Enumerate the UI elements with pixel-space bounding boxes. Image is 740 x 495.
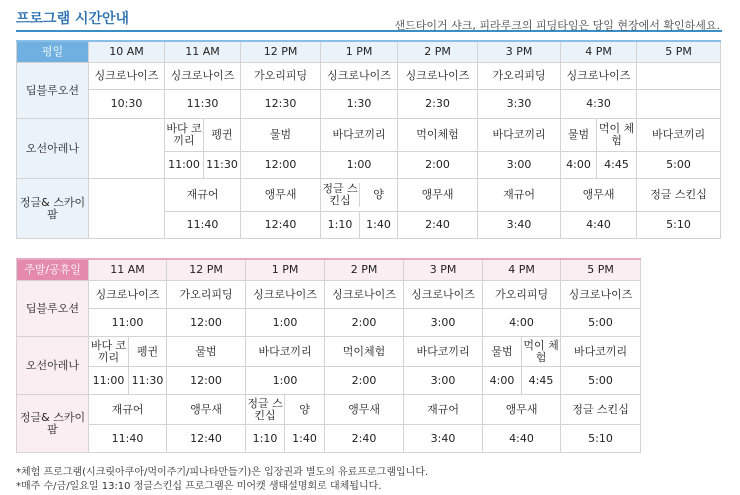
program-cell: 싱크로나이즈 [89, 281, 167, 309]
program-cell: 펭귄 [129, 337, 167, 367]
time-cell: 12:00 [167, 367, 246, 395]
time-header: 12 PM [241, 41, 321, 63]
program-cell: 가오리피딩 [478, 63, 561, 90]
program-cell: 바다코끼리 [404, 337, 483, 367]
program-cell: 앵무새 [561, 179, 637, 212]
time-cell: 1:00 [321, 152, 398, 179]
weekend-schedule-table [16, 258, 641, 453]
time-cell: 5:00 [561, 367, 641, 395]
program-cell: 싱크로나이즈 [325, 281, 404, 309]
time-cell: 2:00 [325, 309, 404, 337]
venue-deep-blue-ocean: 딥블루오션 [17, 281, 89, 337]
program-cell: 바다코끼리 [246, 337, 325, 367]
time-cell: 1:40 [366, 218, 391, 231]
venue-ocean-arena: 오선아레나 [17, 337, 89, 395]
time-header: 3 PM [404, 259, 483, 281]
program-cell: 물범 [241, 119, 321, 152]
program-cell: 앵무새 [241, 179, 321, 212]
program-cell: 먹이체험 [398, 119, 478, 152]
time-header: 2 PM [398, 41, 478, 63]
program-cell: 먹이 체험 [597, 119, 637, 152]
program-cell: 재규어 [165, 179, 241, 212]
time-cell: 11:30 [129, 367, 167, 395]
program-cell: 싱크로나이즈 [404, 281, 483, 309]
weekday-schedule-table [16, 40, 721, 239]
time-cell: 2:00 [398, 152, 478, 179]
time-cell: 12:40 [241, 212, 321, 239]
time-cell: 2:40 [398, 212, 478, 239]
program-cell: 먹이 체험 [522, 337, 561, 367]
time-cell: 3:00 [404, 309, 483, 337]
program-cell: 가오리피딩 [167, 281, 246, 309]
program-cell: 바다코끼리 [478, 119, 561, 152]
program-cell: 양 [285, 395, 325, 425]
time-cell: 11:00 [89, 309, 167, 337]
program-cell: 앵무새 [167, 395, 246, 425]
footnote-paid-programs: *체험 프로그램(시크릿아쿠아/먹이주기/피나타만들기)은 입장권과 별도의 유료프로그램입니다. [16, 467, 429, 478]
time-cell: 4:30 [561, 90, 637, 119]
time-cell: 2:30 [398, 90, 478, 119]
program-cell: 바다코끼리 [637, 119, 721, 152]
program-cell [321, 179, 398, 212]
footnote-meerkat: *매주 수/금/일요일 13:10 정글스킨십 프로그램은 미어캣 생태설명회로 대체됩니다. [16, 481, 382, 492]
time-cell: 5:00 [637, 152, 721, 179]
program-cell: 양 [373, 188, 384, 201]
program-cell: 싱크로나이즈 [165, 63, 241, 90]
time-cell: 1:10 [321, 212, 360, 238]
program-cell: 먹이체험 [325, 337, 404, 367]
empty-cell [637, 63, 721, 90]
time-header: 5 PM [637, 41, 721, 63]
program-cell: 앵무새 [483, 395, 561, 425]
time-header: 4 PM [483, 259, 561, 281]
time-cell: 2:00 [325, 367, 404, 395]
time-cell [321, 212, 398, 239]
time-cell: 4:00 [561, 152, 597, 179]
empty-cell [89, 119, 165, 179]
program-cell: 바다코끼리 [561, 337, 641, 367]
time-cell: 3:00 [478, 152, 561, 179]
program-cell: 가오리피딩 [241, 63, 321, 90]
time-cell: 5:10 [637, 212, 721, 239]
time-cell: 4:45 [597, 152, 637, 179]
program-cell: 물범 [483, 337, 522, 367]
time-cell: 1:40 [285, 425, 325, 453]
feeding-notice: 샌드타이거 샤크, 피라루크의 피딩타임은 당일 현장에서 확인하세요. [394, 19, 720, 32]
time-cell: 1:00 [246, 309, 325, 337]
time-header: 5 PM [561, 259, 641, 281]
time-cell: 10:30 [89, 90, 165, 119]
time-header: 4 PM [561, 41, 637, 63]
program-cell: 물범 [167, 337, 246, 367]
venue-deep-blue-ocean: 딥블루오션 [17, 63, 89, 119]
program-cell: 앵무새 [398, 179, 478, 212]
weekday-label: 평일 [17, 41, 89, 63]
program-cell: 재규어 [478, 179, 561, 212]
time-header: 12 PM [167, 259, 246, 281]
empty-cell [637, 90, 721, 119]
time-cell: 11:00 [165, 152, 204, 179]
program-cell: 앵무새 [325, 395, 404, 425]
time-header: 11 AM [165, 41, 241, 63]
time-cell: 12:30 [241, 90, 321, 119]
program-cell: 싱크로나이즈 [89, 63, 165, 90]
time-cell: 3:00 [404, 367, 483, 395]
time-cell: 4:40 [561, 212, 637, 239]
program-cell: 정글 스킨십 [246, 395, 285, 425]
program-cell: 바다 코끼리 [89, 337, 129, 367]
time-cell: 5:10 [561, 425, 641, 453]
weekend-label: 주말/공휴일 [17, 259, 89, 281]
time-cell: 1:10 [246, 425, 285, 453]
time-header: 1 PM [246, 259, 325, 281]
page-title: 프로그램 시간안내 [16, 11, 130, 27]
time-cell: 2:40 [325, 425, 404, 453]
program-cell: 싱크로나이즈 [398, 63, 478, 90]
time-cell: 3:30 [478, 90, 561, 119]
time-cell: 4:45 [522, 367, 561, 395]
program-cell: 싱크로나이즈 [561, 63, 637, 90]
time-cell: 11:40 [89, 425, 167, 453]
program-cell: 정글 스킨십 [561, 395, 641, 425]
time-cell: 1:30 [321, 90, 398, 119]
time-cell: 3:40 [404, 425, 483, 453]
program-cell: 펭귄 [204, 119, 241, 152]
venue-jungle-skyfarm: 정글& 스카이팜 [17, 179, 89, 239]
footnotes [16, 466, 428, 494]
time-header: 1 PM [321, 41, 398, 63]
program-cell: 정글 스킨십 [322, 183, 358, 207]
time-header: 11 AM [89, 259, 167, 281]
time-cell: 4:00 [483, 309, 561, 337]
time-header: 10 AM [89, 41, 165, 63]
time-cell: 11:40 [165, 212, 241, 239]
program-cell: 재규어 [404, 395, 483, 425]
time-cell: 4:00 [483, 367, 522, 395]
program-cell: 싱크로나이즈 [561, 281, 641, 309]
time-cell: 3:40 [478, 212, 561, 239]
program-cell: 싱크로나이즈 [321, 63, 398, 90]
time-cell: 4:40 [483, 425, 561, 453]
program-cell: 바다 코끼리 [165, 119, 204, 152]
time-cell: 5:00 [561, 309, 641, 337]
program-cell: 물범 [561, 119, 597, 152]
time-header: 2 PM [325, 259, 404, 281]
program-cell: 싱크로나이즈 [246, 281, 325, 309]
time-cell: 12:00 [167, 309, 246, 337]
venue-jungle-skyfarm: 정글& 스카이팜 [17, 395, 89, 453]
time-header: 3 PM [478, 41, 561, 63]
venue-ocean-arena: 오선아레나 [17, 119, 89, 179]
program-cell: 바다코끼리 [321, 119, 398, 152]
program-cell: 재규어 [89, 395, 167, 425]
program-cell: 가오리피딩 [483, 281, 561, 309]
time-cell: 11:00 [89, 367, 129, 395]
time-cell: 11:30 [204, 152, 241, 179]
time-cell: 12:00 [241, 152, 321, 179]
time-cell: 12:40 [167, 425, 246, 453]
empty-cell [89, 179, 165, 239]
time-cell: 11:30 [165, 90, 241, 119]
time-cell: 1:00 [246, 367, 325, 395]
program-cell: 정글 스킨십 [637, 179, 721, 212]
